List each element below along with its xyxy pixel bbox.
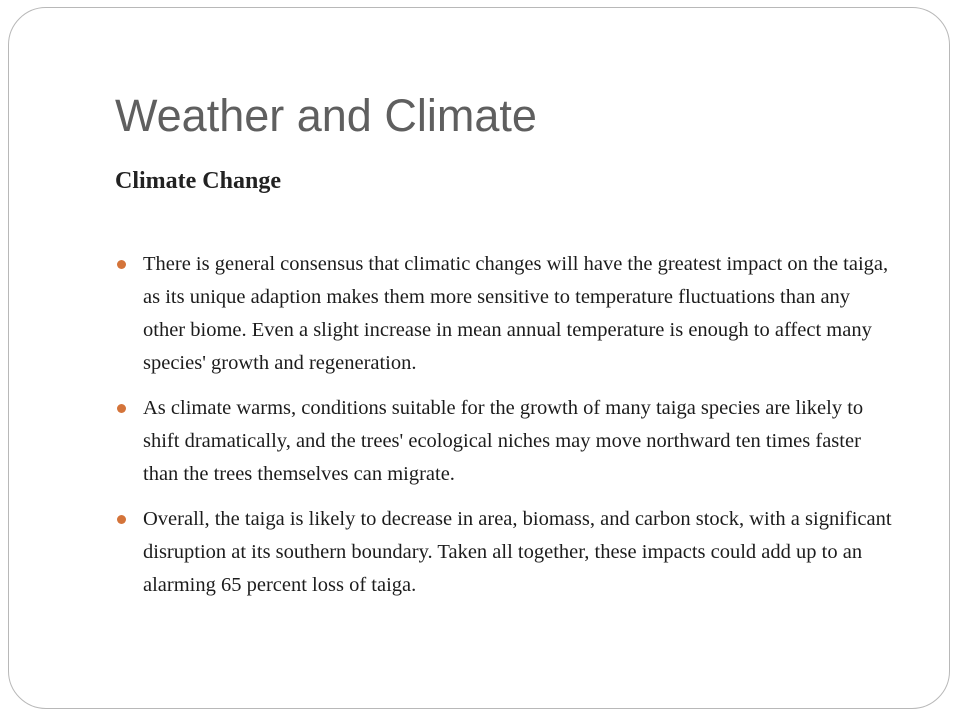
bullet-item bbox=[114, 503, 894, 602]
bullet-item bbox=[114, 392, 894, 491]
bullet-item bbox=[114, 248, 894, 380]
bullet-text: As climate warms, conditions suitable for the growth of many taiga species are likely to shift dramatically, and the trees' ecological niches may move northward ten times faster than the trees themselves can migrate. bbox=[143, 397, 864, 485]
slide-subtitle: Climate Change bbox=[115, 168, 281, 194]
slide-title: Weather and Climate bbox=[115, 90, 537, 141]
bullet-text: There is general consensus that climatic changes will have the greatest impact on the taiga, as its unique adaption makes them more sensitive to temperature fluctuations than any other biome. Even a slight increase in mean annual temperature is enough to affect many species' growth and regeneration. bbox=[143, 253, 889, 374]
bullet-list bbox=[114, 248, 894, 614]
bullet-text: Overall, the taiga is likely to decrease in area, biomass, and carbon stock, with a significant disruption at its southern boundary. Taken all together, these impacts could add up to an alarming 65 percent loss of taiga. bbox=[143, 508, 892, 596]
bullet-dot-icon bbox=[117, 260, 126, 269]
bullet-dot-icon bbox=[117, 515, 126, 524]
bullet-dot-icon bbox=[117, 404, 126, 413]
slide-frame bbox=[8, 7, 950, 709]
